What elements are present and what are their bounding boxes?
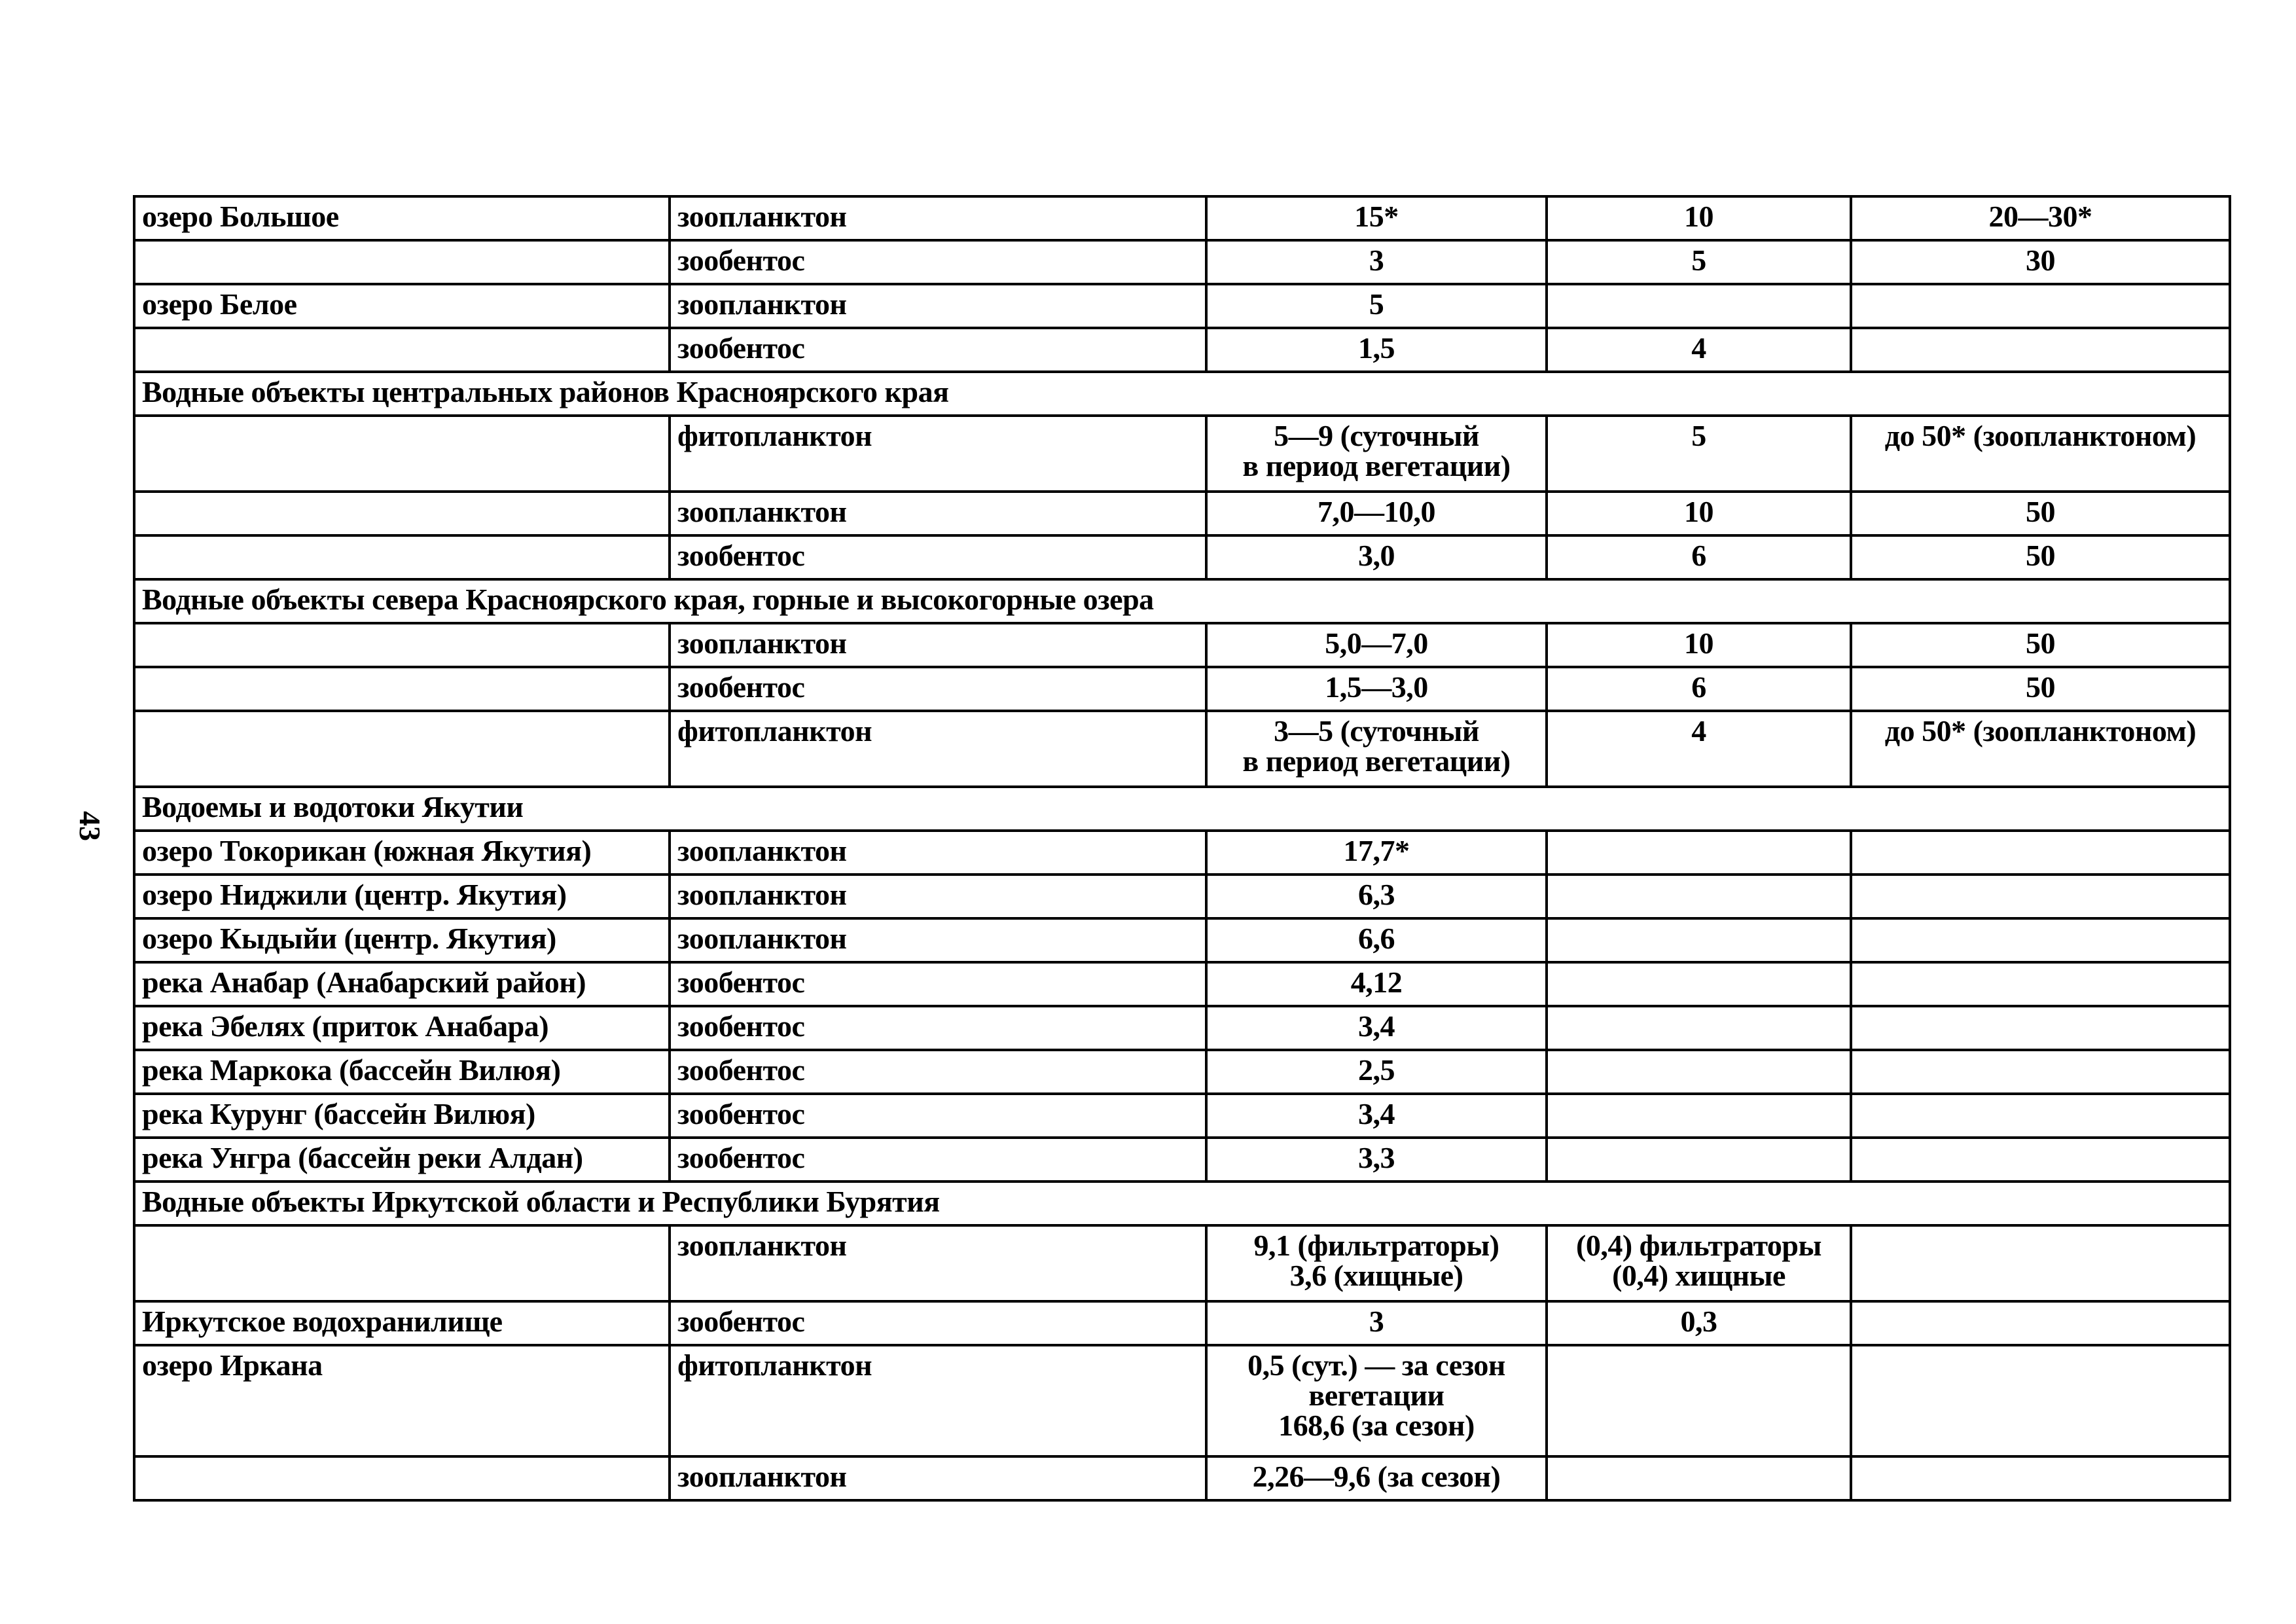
- group-cell: зообентос: [670, 1006, 1206, 1050]
- group-cell: зоопланктон: [670, 918, 1206, 962]
- value-cell-c5: [1851, 492, 2230, 535]
- object-cell: река Унгра (бассейн реки Алдан): [134, 1138, 670, 1182]
- object-cell: река Эбелях (приток Анабара): [134, 1006, 670, 1050]
- value-line: 4,12: [1350, 965, 1403, 999]
- value-cell-c5: [1851, 962, 2230, 1006]
- value-cell-c3: [1206, 1094, 1547, 1138]
- value-cell-c4: [1547, 918, 1851, 962]
- value-cell-c5: [1851, 1225, 2230, 1301]
- value-cell-c4: [1547, 535, 1851, 579]
- page-number: 43: [73, 811, 107, 841]
- object-cell: [134, 328, 670, 372]
- group-cell: зообентос: [670, 667, 1206, 711]
- value-line: 20—30*: [1988, 200, 2092, 233]
- value-line: 5: [1691, 244, 1706, 277]
- group-cell: зоопланктон: [670, 196, 1206, 240]
- value-cell-c4: [1547, 1301, 1851, 1345]
- value-line: (0,4) хищные: [1612, 1259, 1785, 1292]
- section-title: Водные объекты севера Красноярского края, горные и высокогорные озера: [134, 579, 2230, 623]
- value-cell-c3: [1206, 875, 1547, 918]
- value-cell-c5: [1851, 1006, 2230, 1050]
- value-line: 4: [1691, 331, 1706, 365]
- value-line: 0,3: [1680, 1305, 1717, 1338]
- value-cell-c5: [1851, 535, 2230, 579]
- table-row: [134, 1345, 2230, 1456]
- value-line: 10: [1684, 495, 1713, 528]
- value-cell-c5: [1851, 328, 2230, 372]
- value-line: 3: [1369, 1305, 1384, 1338]
- object-cell: озеро Ниджили (центр. Якутия): [134, 875, 670, 918]
- value-cell-c3: [1206, 962, 1547, 1006]
- value-line: до 50* (зоопланктоном): [1884, 714, 2197, 748]
- value-cell-c3: [1206, 711, 1547, 787]
- table-body: [134, 196, 2230, 1500]
- value-cell-c3: [1206, 240, 1547, 284]
- object-cell: река Анабар (Анабарский район): [134, 962, 670, 1006]
- value-cell-c5: [1851, 416, 2230, 492]
- group-cell: зоопланктон: [670, 1456, 1206, 1500]
- object-cell: озеро Кыдыйи (центр. Якутия): [134, 918, 670, 962]
- value-line: 2,26—9,6 (за сезон): [1252, 1460, 1501, 1493]
- value-cell-c4: [1547, 416, 1851, 492]
- group-cell: зообентос: [670, 1301, 1206, 1345]
- value-cell-c3: [1206, 918, 1547, 962]
- value-line: 3: [1369, 244, 1384, 277]
- object-cell: озеро Иркана: [134, 1345, 670, 1456]
- value-cell-c4: [1547, 1225, 1851, 1301]
- value-cell-c5: [1851, 1456, 2230, 1500]
- value-cell-c3: [1206, 492, 1547, 535]
- group-cell: зоопланктон: [670, 831, 1206, 875]
- object-cell: [134, 711, 670, 787]
- object-cell: [134, 240, 670, 284]
- value-cell-c5: [1851, 667, 2230, 711]
- group-cell: зоопланктон: [670, 623, 1206, 667]
- section-row: [134, 372, 2230, 416]
- table-row: [134, 831, 2230, 875]
- object-cell: [134, 1225, 670, 1301]
- value-line: 3—5 (суточный: [1274, 714, 1479, 748]
- section-row: [134, 787, 2230, 831]
- value-cell-c4: [1547, 196, 1851, 240]
- value-line: 1,5—3,0: [1325, 670, 1428, 704]
- value-cell-c3: [1206, 416, 1547, 492]
- value-line: 50: [2026, 539, 2055, 572]
- value-line: 50: [2026, 626, 2055, 660]
- value-line: 3,4: [1358, 1097, 1395, 1130]
- value-cell-c4: [1547, 831, 1851, 875]
- section-title: Водные объекты Иркутской области и Республики Бурятия: [134, 1182, 2230, 1225]
- group-cell: зообентос: [670, 962, 1206, 1006]
- section-row: [134, 1182, 2230, 1225]
- value-cell-c5: [1851, 711, 2230, 787]
- value-cell-c5: [1851, 1050, 2230, 1094]
- value-line: 4: [1691, 714, 1706, 748]
- value-cell-c4: [1547, 240, 1851, 284]
- value-line: в период вегетации): [1242, 744, 1511, 778]
- value-cell-c4: [1547, 962, 1851, 1006]
- value-line: 2,5: [1358, 1053, 1395, 1087]
- group-cell: фитопланктон: [670, 711, 1206, 787]
- value-cell-c4: [1547, 1006, 1851, 1050]
- value-line: в период вегетации): [1242, 449, 1511, 482]
- value-line: 50: [2026, 495, 2055, 528]
- value-cell-c4: [1547, 711, 1851, 787]
- table-row: [134, 535, 2230, 579]
- value-cell-c5: [1851, 1094, 2230, 1138]
- table-row: [134, 1094, 2230, 1138]
- value-line: 6,3: [1358, 878, 1395, 911]
- value-line: 30: [2026, 244, 2055, 277]
- group-cell: зообентос: [670, 535, 1206, 579]
- value-line: 10: [1684, 626, 1713, 660]
- value-cell-c3: [1206, 831, 1547, 875]
- section-title: Водоемы и водотоки Якутии: [134, 787, 2230, 831]
- group-cell: зообентос: [670, 240, 1206, 284]
- value-line: 3,0: [1358, 539, 1395, 572]
- value-cell-c3: [1206, 328, 1547, 372]
- value-cell-c4: [1547, 284, 1851, 328]
- object-cell: река Курунг (бассейн Вилюя): [134, 1094, 670, 1138]
- object-cell: Иркутское водохранилище: [134, 1301, 670, 1345]
- value-line: 3,3: [1358, 1141, 1395, 1174]
- table-row: [134, 1225, 2230, 1301]
- group-cell: зообентос: [670, 328, 1206, 372]
- table-row: [134, 284, 2230, 328]
- value-cell-c5: [1851, 1301, 2230, 1345]
- group-cell: фитопланктон: [670, 416, 1206, 492]
- group-cell: зоопланктон: [670, 284, 1206, 328]
- group-cell: зообентос: [670, 1094, 1206, 1138]
- value-cell-c5: [1851, 196, 2230, 240]
- object-cell: озеро Белое: [134, 284, 670, 328]
- value-line: 7,0—10,0: [1318, 495, 1435, 528]
- data-table: [133, 195, 2231, 1502]
- value-line: 1,5: [1358, 331, 1395, 365]
- table-row: [134, 875, 2230, 918]
- value-cell-c4: [1547, 1138, 1851, 1182]
- value-cell-c4: [1547, 1345, 1851, 1456]
- table-row: [134, 196, 2230, 240]
- value-cell-c3: [1206, 284, 1547, 328]
- group-cell: зоопланктон: [670, 1225, 1206, 1301]
- value-cell-c4: [1547, 623, 1851, 667]
- value-cell-c5: [1851, 1345, 2230, 1456]
- section-row: [134, 579, 2230, 623]
- object-cell: озеро Большое: [134, 196, 670, 240]
- value-line: 0,5 (сут.) — за сезон: [1247, 1348, 1505, 1382]
- value-cell-c4: [1547, 328, 1851, 372]
- object-cell: [134, 667, 670, 711]
- table-row: [134, 1138, 2230, 1182]
- object-cell: [134, 623, 670, 667]
- value-line: 17,7*: [1343, 834, 1410, 867]
- table-row: [134, 667, 2230, 711]
- value-line: 3,6 (хищные): [1289, 1259, 1463, 1292]
- object-cell: река Маркока (бассейн Вилюя): [134, 1050, 670, 1094]
- table-row: [134, 711, 2230, 787]
- group-cell: зоопланктон: [670, 875, 1206, 918]
- value-line: 10: [1684, 200, 1713, 233]
- table-row: [134, 1456, 2230, 1500]
- table-row: [134, 240, 2230, 284]
- value-cell-c5: [1851, 875, 2230, 918]
- value-cell-c3: [1206, 1006, 1547, 1050]
- value-line: 5,0—7,0: [1325, 626, 1428, 660]
- group-cell: зообентос: [670, 1138, 1206, 1182]
- group-cell: зообентос: [670, 1050, 1206, 1094]
- value-cell-c4: [1547, 1456, 1851, 1500]
- value-cell-c3: [1206, 1301, 1547, 1345]
- group-cell: фитопланктон: [670, 1345, 1206, 1456]
- value-cell-c4: [1547, 1050, 1851, 1094]
- value-cell-c3: [1206, 1456, 1547, 1500]
- object-cell: озеро Токорикан (южная Якутия): [134, 831, 670, 875]
- value-line: вегетации: [1308, 1379, 1444, 1412]
- value-cell-c4: [1547, 492, 1851, 535]
- value-cell-c3: [1206, 1138, 1547, 1182]
- value-cell-c3: [1206, 196, 1547, 240]
- value-line: 6,6: [1358, 922, 1395, 955]
- value-cell-c5: [1851, 284, 2230, 328]
- value-cell-c3: [1206, 535, 1547, 579]
- value-cell-c3: [1206, 1225, 1547, 1301]
- value-line: 50: [2026, 670, 2055, 704]
- value-line: 168,6 (за сезон): [1278, 1409, 1475, 1442]
- value-line: до 50* (зоопланктоном): [1884, 419, 2197, 452]
- value-cell-c4: [1547, 1094, 1851, 1138]
- value-cell-c3: [1206, 667, 1547, 711]
- value-cell-c4: [1547, 667, 1851, 711]
- value-cell-c3: [1206, 623, 1547, 667]
- value-cell-c5: [1851, 831, 2230, 875]
- table-row: [134, 962, 2230, 1006]
- table-row: [134, 328, 2230, 372]
- value-cell-c5: [1851, 1138, 2230, 1182]
- value-cell-c3: [1206, 1345, 1547, 1456]
- value-line: 6: [1691, 670, 1706, 704]
- table-row: [134, 416, 2230, 492]
- value-line: 5: [1369, 287, 1384, 321]
- value-line: 5: [1691, 419, 1706, 452]
- value-line: 3,4: [1358, 1009, 1395, 1043]
- table-row: [134, 918, 2230, 962]
- value-line: 9,1 (фильтраторы): [1253, 1229, 1499, 1262]
- table-row: [134, 623, 2230, 667]
- value-cell-c3: [1206, 1050, 1547, 1094]
- value-line: 6: [1691, 539, 1706, 572]
- value-cell-c5: [1851, 240, 2230, 284]
- table-row: [134, 1006, 2230, 1050]
- table-row: [134, 1301, 2230, 1345]
- value-cell-c5: [1851, 918, 2230, 962]
- object-cell: [134, 416, 670, 492]
- object-cell: [134, 535, 670, 579]
- object-cell: [134, 492, 670, 535]
- value-cell-c4: [1547, 875, 1851, 918]
- table-row: [134, 1050, 2230, 1094]
- section-title: Водные объекты центральных районов Красноярского края: [134, 372, 2230, 416]
- value-line: 15*: [1354, 200, 1399, 233]
- object-cell: [134, 1456, 670, 1500]
- value-cell-c5: [1851, 623, 2230, 667]
- value-line: (0,4) фильтраторы: [1576, 1229, 1821, 1262]
- group-cell: зоопланктон: [670, 492, 1206, 535]
- value-line: 5—9 (суточный: [1274, 419, 1479, 452]
- table-row: [134, 492, 2230, 535]
